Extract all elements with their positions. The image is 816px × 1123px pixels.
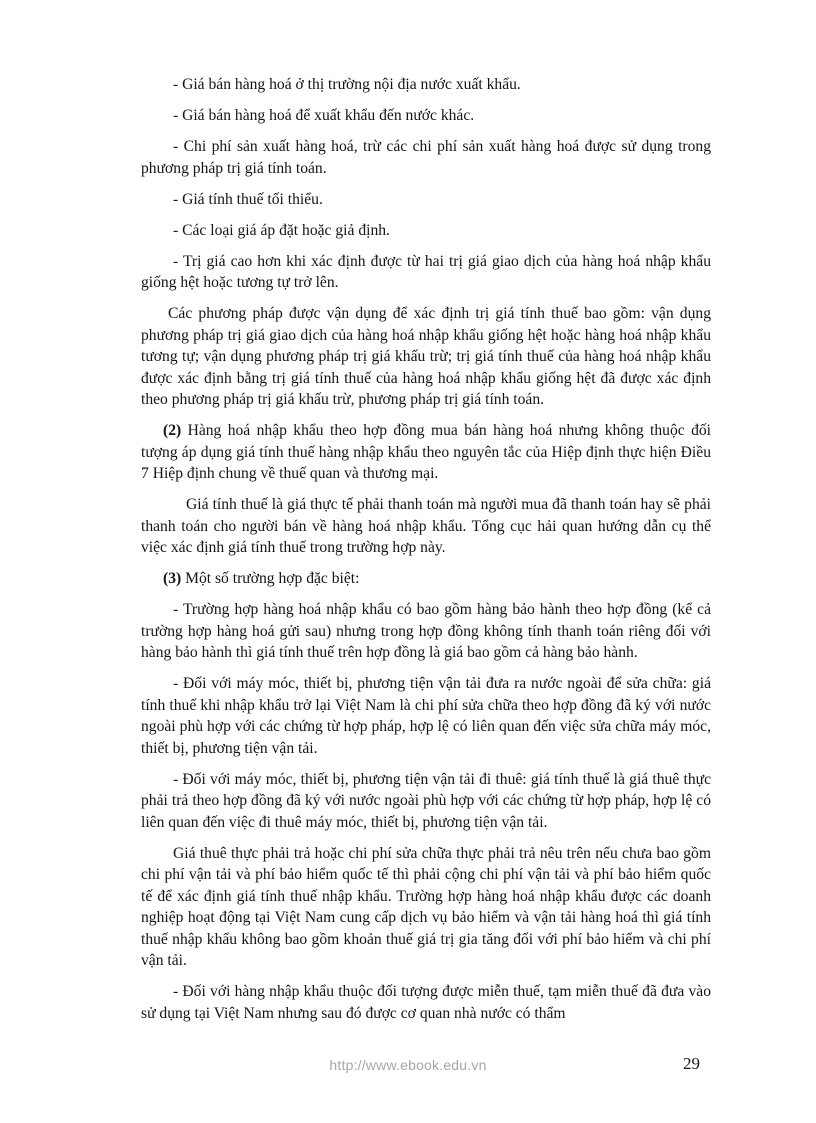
paragraph: Các phương pháp được vận dụng để xác định trị giá tính thuế bao gồm: vận dụng phương pháp trị giá giao dịch của hàng hoá nhập khẩu giống hệt hoặc hàng hoá nhập khẩu tương tự; vận dụng phương pháp trị giá khấu trừ; trị giá tính thuế của hàng hoá nhập khẩu được xác định bằng trị giá tính thuế của hàng hoá nhập khẩu giống hệt đã được xác định theo phương pháp trị giá khấu trừ, phương pháp trị giá tính toán. [141,305,711,408]
section-number: (3) [163,570,182,587]
page-body [141,74,711,1034]
paragraph-section-3: (3) Một số trường hợp đặc biệt: [163,570,360,587]
paragraph: - Giá tính thuế tối thiểu. [173,190,323,208]
section-number: (2) [163,422,182,439]
footer-url: http://www.ebook.edu.vn [329,1057,487,1073]
paragraph: - Đối với máy móc, thiết bị, phương tiện vận tải đưa ra nước ngoài để sửa chữa: giá tính thuế khi nhập khẩu trở lại Việt Nam là chi phí sửa chữa theo hợp đồng đã ký với nước ngoài phù hợp với các chứng từ hợp pháp, hợp lệ có liên quan đến việc sửa chữa máy móc, thiết bị, phương tiện vận tải. [141,675,711,757]
paragraph: - Trường hợp hàng hoá nhập khẩu có bao gồm hàng bảo hành theo hợp đồng (kể cả trường hợp hàng hoá gửi sau) nhưng trong hợp đồng không tính thanh toán riêng đối với hàng bảo hành thì giá tính thuế trên hợp đồng là giá bao gồm cả hàng bảo hành. [141,601,711,661]
paragraph: - Đối với máy móc, thiết bị, phương tiện vận tải đi thuê: giá tính thuế là giá thuê thực phải trả theo hợp đồng đã ký với nước ngoài phù hợp với các chứng từ hợp pháp, hợp lệ có liên quan đến việc đi thuê máy móc, thiết bị, phương tiện vận tải. [141,770,711,831]
paragraph: - Giá bán hàng hoá ở thị trường nội địa nước xuất khẩu. [173,76,521,93]
paragraph: - Chi phí sản xuất hàng hoá, trừ các chi phí sản xuất hàng hoá được sử dụng trong phương pháp trị giá tính toán. [141,138,711,177]
page-number: 29 [683,1054,700,1073]
paragraph: - Các loại giá áp đặt hoặc giả định. [173,221,390,239]
paragraph: - Trị giá cao hơn khi xác định được từ hai trị giá giao dịch của hàng hoá nhập khẩu giống hệt hoặc tương tự trở lên. [141,252,711,291]
paragraph: - Giá bán hàng hoá để xuất khẩu đến nước khác. [173,107,475,124]
paragraph: Giá tính thuế là giá thực tế phải thanh toán mà người mua đã thanh toán hay sẽ phải thanh toán cho người bán về hàng hoá nhập khẩu. Tổng cục hải quan hướng dẫn cụ thể việc xác định giá tính thuế trong trường hợp này. [141,496,711,556]
paragraph-section-2: (2) Hàng hoá nhập khẩu theo hợp đồng mua bán hàng hoá nhưng không thuộc đối tượng áp dụng giá tính thuế hàng nhập khẩu theo nguyên tắc của Hiệp định thực hiện Điều 7 Hiệp định chung về thuế quan và thương mại. [141,422,711,482]
paragraph: - Đối với hàng nhập khẩu thuộc đối tượng được miễn thuế, tạm miễn thuế đã đưa vào sử dụng tại Việt Nam nhưng sau đó được cơ quan nhà nước có thẩm [141,983,711,1022]
paragraph: Giá thuê thực phải trả hoặc chi phí sửa chữa thực phải trả nêu trên nếu chưa bao gồm chi phí vận tải và phí bảo hiểm quốc tế thì phải cộng chi phí vận tải và phí bảo hiểm quốc tế để xác định giá tính thuế nhập khẩu. Trường hợp hàng hoá nhập khẩu được các doanh nghiệp hoạt động tại Việt Nam cung cấp dịch vụ bảo hiểm và vận tải hàng hoá thì giá tính thuế nhập khẩu không bao gồm khoản thuế giá trị gia tăng đối với phí bảo hiểm và chi phí vận tải. [141,844,711,969]
